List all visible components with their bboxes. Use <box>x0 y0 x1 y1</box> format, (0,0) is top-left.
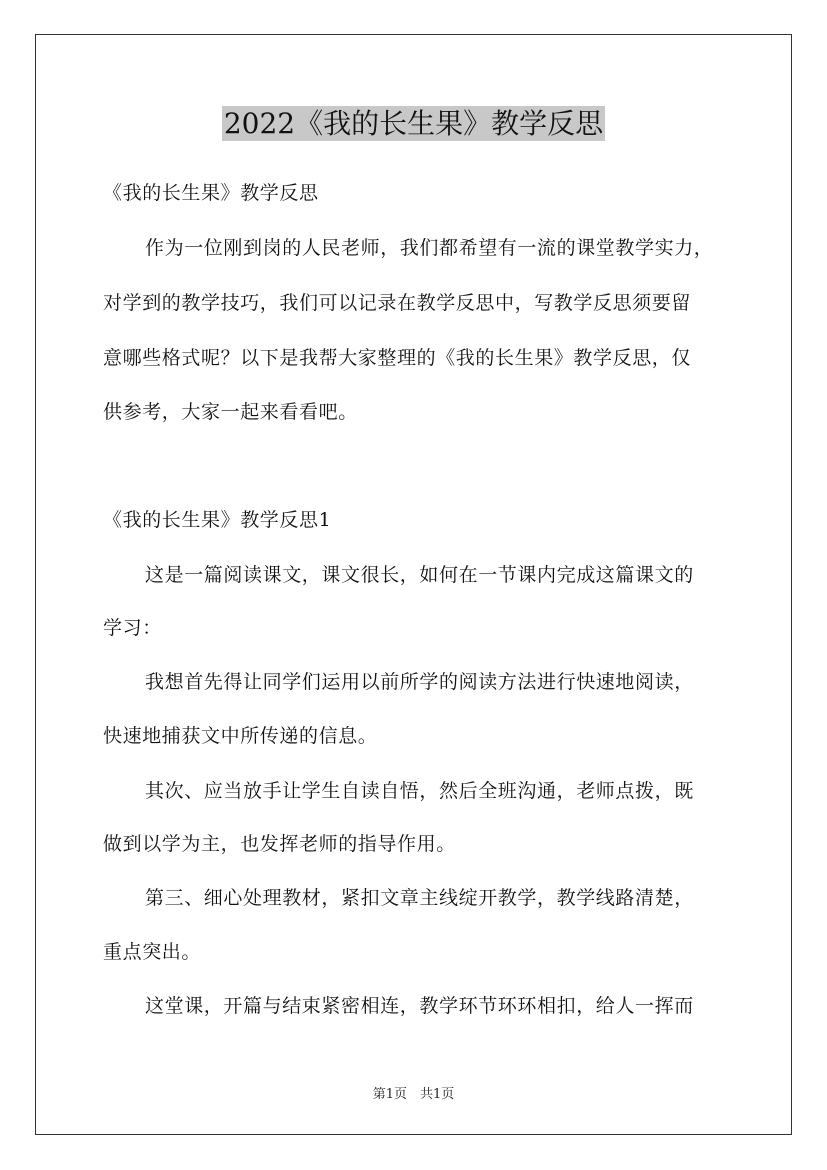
paragraph-line: 第三、细心处理教材，紧扣文章主线绽开教学，教学线路清楚， <box>145 887 694 909</box>
subtitle-line: 《我的长生果》教学反思 <box>103 182 319 204</box>
paragraph-line: 这是一篇阅读课文，课文很长，如何在一节课内完成这篇课文的 <box>145 564 694 586</box>
paragraph-line: 对学到的教学技巧，我们可以记录在教学反思中，写教学反思须要留 <box>103 292 692 314</box>
document-title <box>0 103 827 143</box>
paragraph-line: 学习： <box>103 617 162 639</box>
section-heading: 《我的长生果》教学反思1 <box>103 509 332 531</box>
paragraph-line: 供参考，大家一起来看看吧。 <box>103 401 358 423</box>
paragraph-line: 其次、应当放手让学生自读自悟，然后全班沟通，老师点拨，既 <box>145 780 694 802</box>
paragraph-line: 做到以学为主，也发挥老师的指导作用。 <box>103 833 456 855</box>
paragraph-line: 快速地捕获文中所传递的信息。 <box>103 725 378 747</box>
paragraph-line: 这堂课，开篇与结束紧密相连，教学环节环环相扣，给人一挥而 <box>145 995 694 1017</box>
paragraph-line: 我想首先得让同学们运用以前所学的阅读方法进行快速地阅读， <box>145 671 694 693</box>
document-title-text: 2022《我的长生果》教学反思 <box>223 107 604 140</box>
paragraph-line: 作为一位刚到岗的人民老师，我们都希望有一流的课堂教学实力， <box>145 237 714 259</box>
page-footer: 第1页 共1页 <box>372 1087 455 1102</box>
paragraph-line: 重点突出。 <box>103 941 202 963</box>
paragraph-line: 意哪些格式呢？以下是我帮大家整理的《我的长生果》教学反思，仅 <box>103 347 692 369</box>
